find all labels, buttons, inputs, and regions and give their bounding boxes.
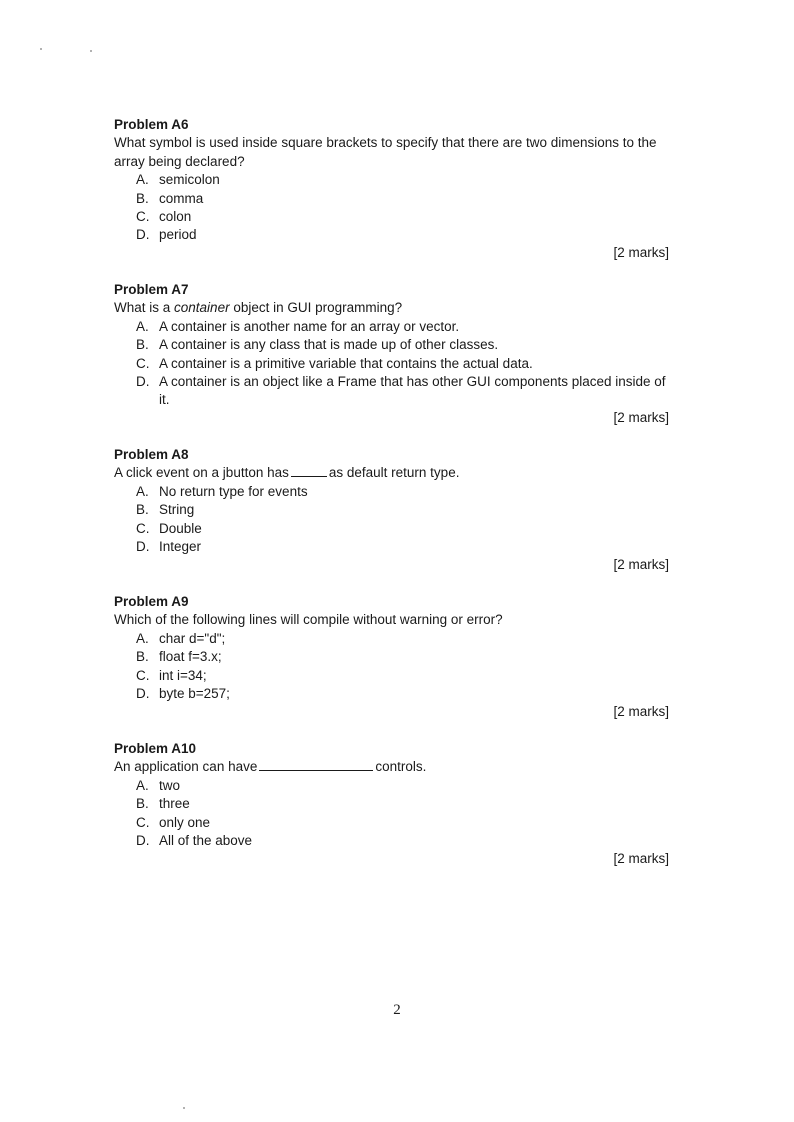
option-c: [114, 814, 674, 832]
option-b: [114, 336, 674, 354]
option-text: A container is a primitive variable that contains the actual data.: [159, 355, 533, 371]
option-a: [114, 483, 674, 501]
option-text: String: [159, 502, 195, 518]
option-letter: D.: [136, 686, 150, 702]
option-letter: A.: [136, 630, 149, 646]
marks-a10: [2 marks]: [613, 851, 669, 866]
option-letter: B.: [136, 502, 149, 518]
marks-a7: [2 marks]: [613, 410, 669, 425]
scan-speck: [90, 50, 92, 52]
option-text: int i=34;: [159, 667, 207, 683]
option-text: A container is another name for an array or vector.: [159, 318, 460, 334]
question-text-start: An application can have: [114, 759, 258, 775]
option-letter: D.: [136, 833, 150, 849]
option-d: [114, 685, 674, 703]
option-a: [114, 630, 674, 648]
option-text: period: [159, 227, 197, 243]
options-list: [114, 318, 674, 410]
problem-question: [114, 758, 674, 776]
option-d: [114, 373, 674, 410]
problem-title: Problem A6: [114, 117, 189, 132]
option-b: [114, 190, 674, 208]
marks-a6: [2 marks]: [613, 245, 669, 260]
option-c: [114, 355, 674, 373]
option-letter: A.: [136, 318, 149, 334]
option-text: comma: [159, 190, 204, 206]
option-letter: C.: [136, 355, 150, 371]
question-text-end: object in GUI programming?: [229, 300, 403, 316]
problem-a9: [114, 593, 674, 703]
option-text: byte b=257;: [159, 686, 230, 702]
option-letter: B.: [136, 649, 149, 665]
problem-question: What symbol is used inside square brackets to specify that there are two dimensions to the array being declared?: [114, 135, 657, 169]
problem-title: Problem A8: [114, 447, 189, 462]
option-c: [114, 667, 674, 685]
question-text-start: A click event on a jbutton has: [114, 465, 289, 481]
question-text-end: as default return type.: [328, 465, 460, 481]
answer-blank: [291, 464, 327, 477]
option-letter: A.: [136, 483, 149, 499]
options-list: [114, 630, 674, 704]
option-letter: C.: [136, 814, 150, 830]
problem-a8: [114, 446, 674, 556]
option-text: only one: [159, 814, 211, 830]
option-text: float f=3.x;: [159, 649, 222, 665]
problem-a6: [114, 116, 674, 245]
scan-speck: [183, 1107, 185, 1109]
option-letter: A.: [136, 777, 149, 793]
question-text-end: controls.: [375, 759, 427, 775]
option-d: [114, 538, 674, 556]
problem-question: [114, 299, 674, 317]
option-text: colon: [159, 209, 192, 225]
option-letter: D.: [136, 374, 150, 390]
marks-a9: [2 marks]: [613, 704, 669, 719]
page-number: 2: [393, 1002, 401, 1018]
problem-title: Problem A10: [114, 741, 197, 756]
option-text: two: [159, 777, 181, 793]
options-list: [114, 171, 674, 245]
option-text: Double: [159, 520, 202, 536]
problem-title: Problem A7: [114, 282, 189, 297]
option-a: [114, 318, 674, 336]
option-letter: B.: [136, 337, 149, 353]
options-list: [114, 777, 674, 851]
question-text-start: What is a: [114, 300, 175, 316]
option-d: [114, 226, 674, 244]
option-text: No return type for events: [159, 483, 308, 499]
option-letter: C.: [136, 667, 150, 683]
option-letter: C.: [136, 209, 150, 225]
option-text: three: [159, 796, 190, 812]
option-text: char d="d";: [159, 630, 226, 646]
option-letter: D.: [136, 539, 150, 555]
option-letter: D.: [136, 227, 150, 243]
option-c: [114, 520, 674, 538]
marks-a8: [2 marks]: [613, 557, 669, 572]
answer-blank: [259, 758, 373, 771]
option-text: All of the above: [159, 833, 253, 849]
option-letter: B.: [136, 190, 149, 206]
option-text: A container is an object like a Frame that has other GUI components placed inside of it.: [159, 374, 666, 408]
question-emphasis: container: [174, 300, 230, 316]
option-text: Integer: [159, 539, 202, 555]
problem-question: Which of the following lines will compile without warning or error?: [114, 612, 503, 628]
option-a: [114, 171, 674, 189]
option-a: [114, 777, 674, 795]
option-b: [114, 795, 674, 813]
scan-speck: [40, 48, 42, 50]
problem-a10: [114, 740, 674, 850]
option-text: A container is any class that is made up of other classes.: [159, 337, 499, 353]
option-b: [114, 648, 674, 666]
option-text: semicolon: [159, 172, 220, 188]
problem-title: Problem A9: [114, 594, 189, 609]
problem-question: [114, 464, 674, 482]
option-letter: C.: [136, 520, 150, 536]
problem-a7: [114, 281, 674, 410]
option-c: [114, 208, 674, 226]
option-letter: B.: [136, 796, 149, 812]
option-letter: A.: [136, 172, 149, 188]
option-d: [114, 832, 674, 850]
option-b: [114, 501, 674, 519]
options-list: [114, 483, 674, 557]
